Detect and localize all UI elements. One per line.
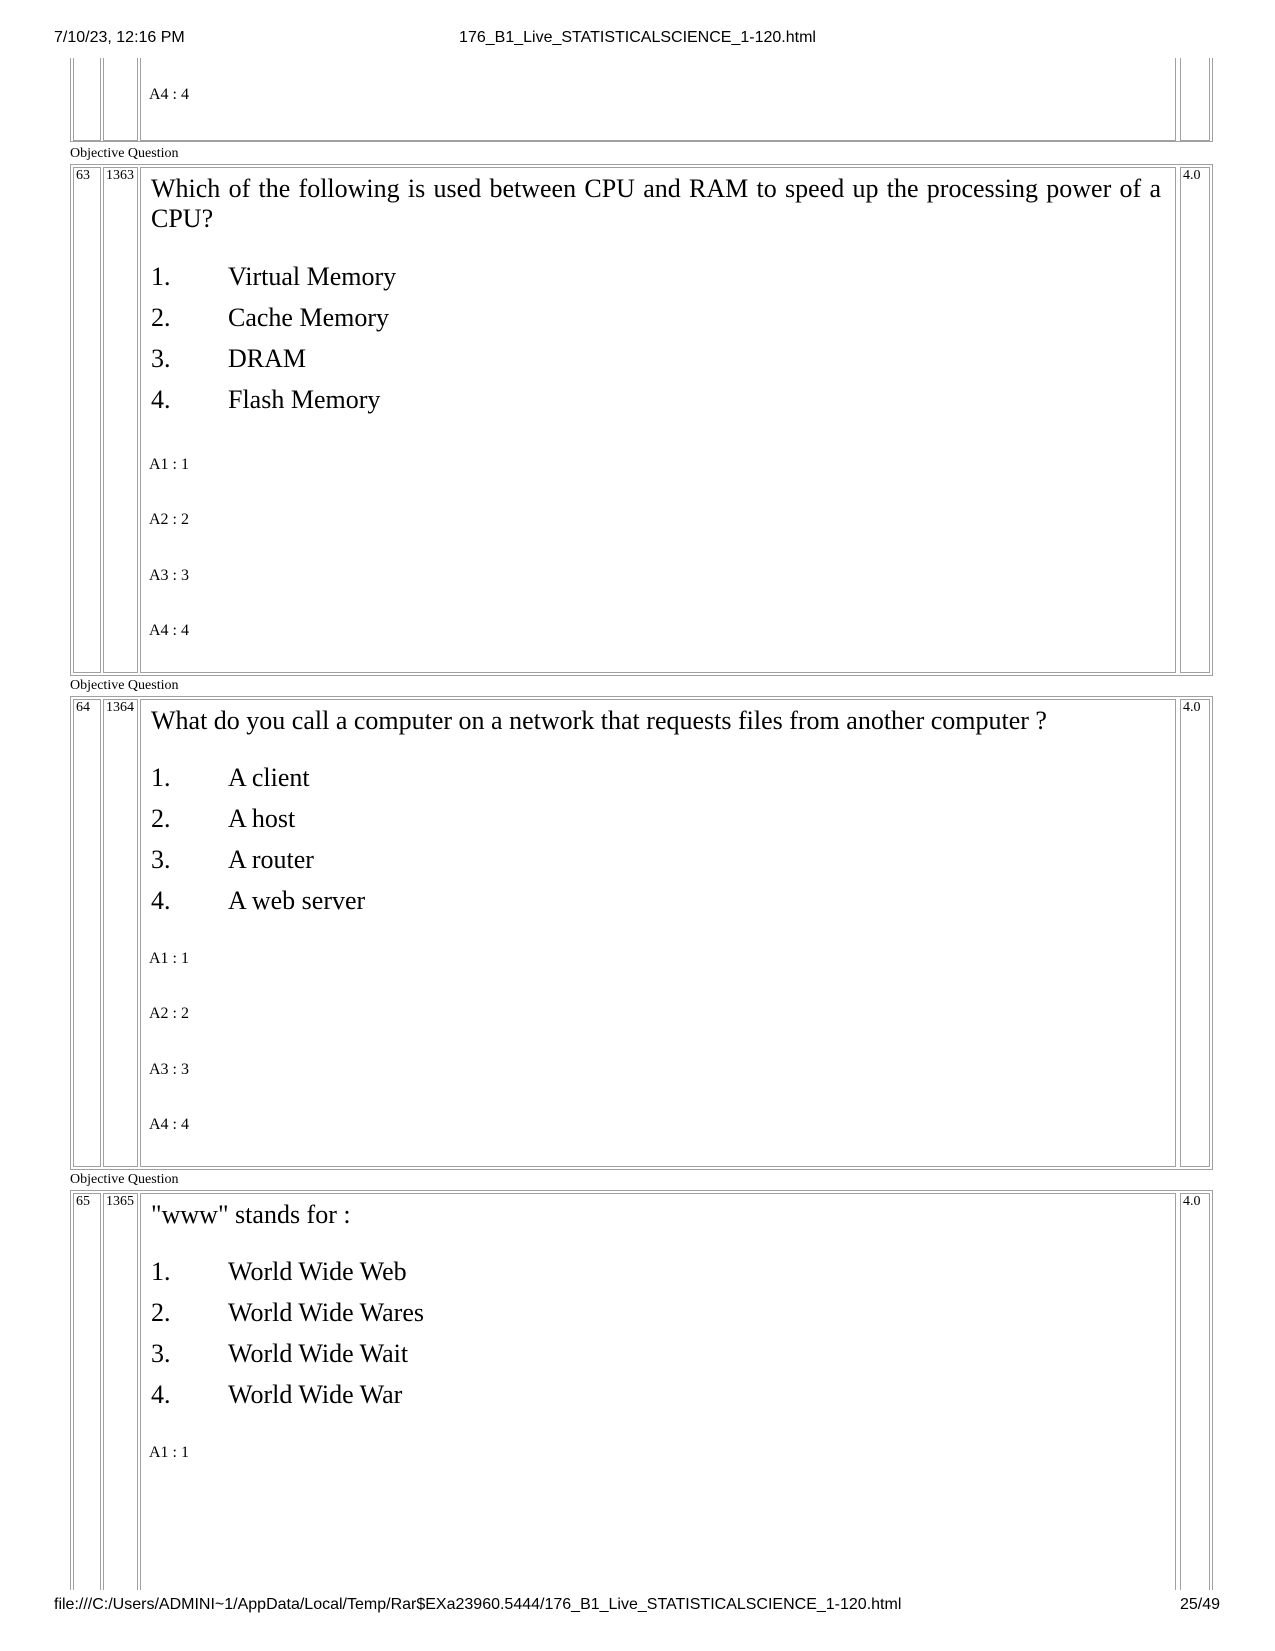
- option-text: DRAM: [228, 344, 307, 373]
- answer-label: A4 : 4: [149, 1116, 189, 1133]
- question-id: 1363: [106, 168, 134, 183]
- answer-label: A1 : 1: [149, 1444, 189, 1461]
- answer-label: A3 : 3: [149, 1061, 189, 1078]
- answer-label: A1 : 1: [149, 456, 189, 473]
- option-text: A router: [228, 845, 314, 874]
- option-4: [151, 886, 365, 916]
- answer-label: A2 : 2: [149, 511, 189, 528]
- option-4: [151, 1380, 402, 1410]
- question-id-cell: [103, 167, 138, 673]
- question-marks: 4.0: [1183, 168, 1201, 183]
- previous-number-cell: [73, 58, 101, 141]
- question-id: 1365: [106, 1194, 134, 1209]
- question-type-label: Objective Question: [70, 146, 179, 161]
- option-2: [151, 804, 295, 834]
- previous-id-cell: [103, 58, 138, 141]
- question-table: [70, 696, 1213, 1170]
- option-number: 3.: [151, 1339, 171, 1368]
- question-number-cell: [73, 167, 101, 673]
- question-sheet: [70, 58, 1213, 1590]
- question-table: [70, 164, 1213, 676]
- question-number: 64: [76, 700, 90, 715]
- option-4: [151, 385, 380, 415]
- option-text: Cache Memory: [228, 303, 390, 332]
- option-text: Flash Memory: [228, 385, 381, 414]
- marks-cell: [1180, 167, 1210, 673]
- option-text: World Wide War: [228, 1380, 403, 1409]
- previous-body-cell: [140, 58, 1176, 141]
- option-number: 4.: [151, 1380, 171, 1409]
- print-datetime: 7/10/23, 12:16 PM: [54, 29, 185, 46]
- print-file-url: file:///C:/Users/ADMINI~1/AppData/Local/Temp/Rar$EXa23960.5444/176_B1_Live_STATISTICALSCIENCE_1-120.html: [54, 1596, 902, 1613]
- answer-label: A4 : 4: [149, 86, 189, 103]
- question-text: "www" stands for :: [151, 1200, 351, 1229]
- option-number: 1.: [151, 262, 171, 291]
- previous-marks-cell: [1180, 58, 1210, 141]
- answer-label: A4 : 4: [149, 622, 189, 639]
- question-body-cell: [140, 167, 1176, 673]
- option-3: [151, 1339, 408, 1369]
- option-3: [151, 845, 314, 875]
- answer-label: A1 : 1: [149, 950, 189, 967]
- option-number: 4.: [151, 385, 171, 414]
- option-text: A host: [228, 804, 296, 833]
- marks-cell: [1180, 1193, 1210, 1590]
- marks-cell: [1180, 699, 1210, 1167]
- question-number: 63: [76, 168, 90, 183]
- option-number: 3.: [151, 344, 171, 373]
- option-text: World Wide Web: [228, 1257, 407, 1286]
- question-marks: 4.0: [1183, 700, 1201, 715]
- option-text: A client: [228, 763, 310, 792]
- question-number-cell: [73, 1193, 101, 1590]
- print-footer: [0, 1596, 1275, 1620]
- page-number: 25/49: [1179, 1596, 1220, 1613]
- question-body-cell: [140, 699, 1176, 1167]
- answer-label: A3 : 3: [149, 567, 189, 584]
- option-text: Virtual Memory: [228, 262, 397, 291]
- option-3: [151, 344, 306, 374]
- print-header: [0, 29, 1275, 53]
- question-text: What do you call a computer on a network that requests files from another computer ?: [151, 706, 1047, 735]
- question-type-label: Objective Question: [70, 678, 179, 693]
- question-marks: 4.0: [1183, 1194, 1201, 1209]
- option-text: World Wide Wares: [228, 1298, 424, 1327]
- question-number: 65: [76, 1194, 90, 1209]
- option-1: [151, 763, 310, 793]
- question-type-label: Objective Question: [70, 1172, 179, 1187]
- option-number: 1.: [151, 763, 171, 792]
- option-number: 2.: [151, 804, 171, 833]
- option-number: 3.: [151, 845, 171, 874]
- option-text: A web server: [228, 886, 366, 915]
- question-body-cell: [140, 1193, 1176, 1590]
- option-2: [151, 1298, 424, 1328]
- question-table: [70, 1190, 1213, 1590]
- question-id-cell: [103, 1193, 138, 1590]
- answer-label: A2 : 2: [149, 1005, 189, 1022]
- option-number: 4.: [151, 886, 171, 915]
- option-number: 2.: [151, 1298, 171, 1327]
- option-2: [151, 303, 389, 333]
- option-text: World Wide Wait: [228, 1339, 409, 1368]
- option-1: [151, 1257, 407, 1287]
- question-text: Which of the following is used between CPU and RAM to speed up the processing power of a CPU?: [151, 174, 1161, 233]
- question-id: 1364: [106, 700, 134, 715]
- previous-question-table: [70, 58, 1213, 142]
- question-id-cell: [103, 699, 138, 1167]
- option-number: 1.: [151, 1257, 171, 1286]
- question-number-cell: [73, 699, 101, 1167]
- print-document-title: 176_B1_Live_STATISTICALSCIENCE_1-120.html: [459, 29, 816, 46]
- option-number: 2.: [151, 303, 171, 332]
- option-1: [151, 262, 396, 292]
